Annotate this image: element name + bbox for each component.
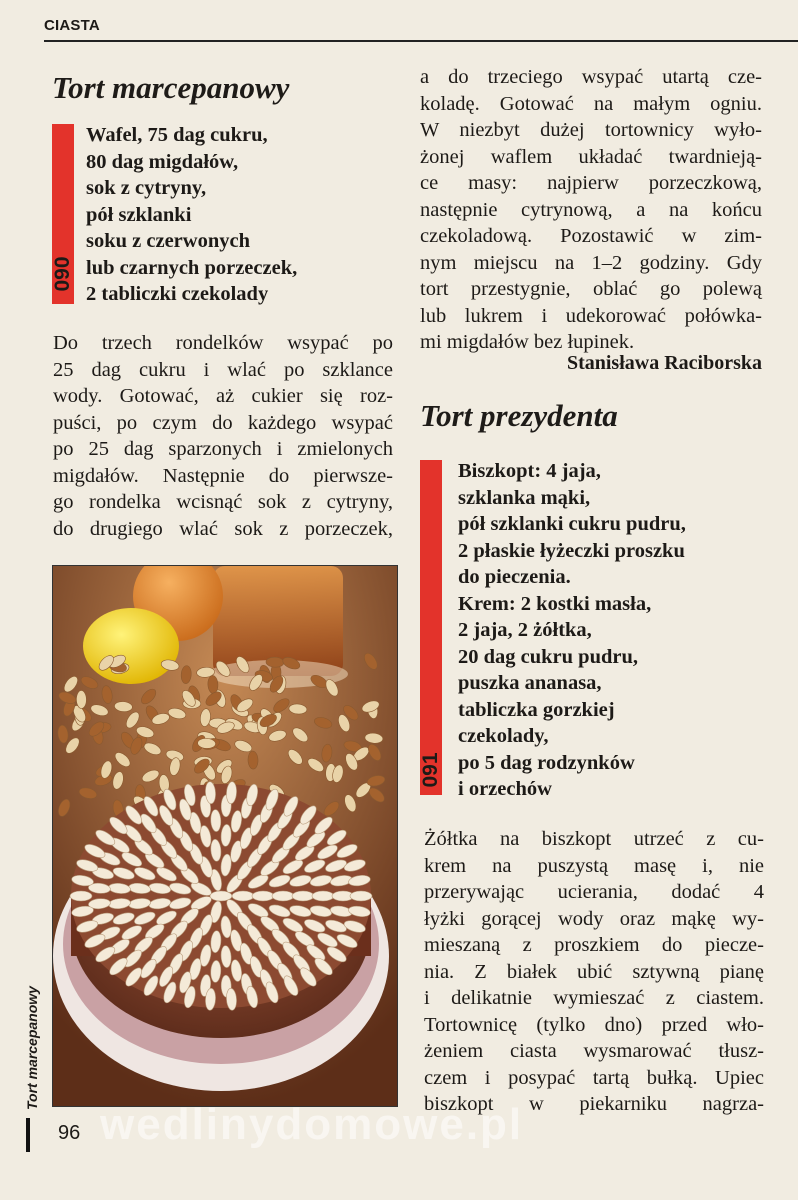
body-line: koladę. Gotować na małym ogniu. xyxy=(420,92,762,115)
ingredients-list xyxy=(458,458,768,803)
body-line: 25 dag cukru i wlać po szklance xyxy=(53,358,393,381)
body-line: Tortownicę (tylko dno) przed wło- xyxy=(424,1013,764,1036)
recipe-number: 090 xyxy=(51,256,74,292)
body-line: nym miejscu na 1–2 godziny. Gdy xyxy=(420,251,762,274)
body-line: do drugiego wlać sok z porzeczek, xyxy=(53,517,393,540)
caption-marker xyxy=(26,1118,30,1152)
recipe-number-bar xyxy=(420,460,442,795)
photo-caption: Tort marcepanowy xyxy=(24,986,40,1110)
recipe-title-tort-prezydenta: Tort prezydenta xyxy=(420,398,618,433)
body-line: puści, po czym do każdego wsypać xyxy=(53,411,393,434)
body-line: Do trzech rondelków wsypać po xyxy=(53,332,393,354)
body-line: Żółtka na biszkopt utrzeć z cu- xyxy=(424,828,764,850)
ingredient-line: po 5 dag rodzynków xyxy=(458,751,635,774)
cake-almond-decoration xyxy=(252,891,274,901)
recipe2-body xyxy=(424,826,764,1118)
body-line: łyżki gorącej wody oraz mąkę wy- xyxy=(424,907,764,930)
recipe-body-col2 xyxy=(420,64,762,356)
ingredient-line: soku z czerwonych xyxy=(86,230,250,252)
body-line: po 25 dag sparzonych i zmielonych xyxy=(53,438,393,460)
ingredient-line: 2 płaskie łyżeczki proszku xyxy=(458,539,685,562)
body-line: mieszaną z proszkiem do piecze- xyxy=(424,934,764,956)
ingredient-line: 2 tabliczki czekolady xyxy=(86,283,269,305)
page-number: 96 xyxy=(58,1122,81,1144)
body-line: czekoladową. Pozostawić w zim- xyxy=(420,225,762,247)
section-label: CIASTA xyxy=(44,17,100,34)
ingredient-line: lub czarnych porzeczek, xyxy=(86,256,298,279)
ingredient-line: Biszkopt: 4 jaja, xyxy=(458,460,601,482)
cake-almond-decoration xyxy=(70,891,92,901)
recipe-title-tort-marcepanowy: Tort marcepanowy xyxy=(52,70,290,105)
cake-photo xyxy=(52,565,398,1107)
ingredient-line: 20 dag cukru pudru, xyxy=(458,645,639,668)
ingredient-line: i orzechów xyxy=(458,778,552,800)
ingredient-line: Wafel, 75 dag cukru, xyxy=(86,124,268,146)
ingredient-line: pół szklanki xyxy=(86,203,192,226)
body-line: następnie cytrynową, a na końcu xyxy=(420,198,762,221)
cake-almond-decoration xyxy=(312,891,334,901)
cake-almond-decoration xyxy=(232,891,254,901)
ingredient-line: szklanka mąki, xyxy=(458,486,591,509)
ingredient-line: 2 jaja, 2 żółtka, xyxy=(458,619,592,641)
recipe-number: 091 xyxy=(419,752,442,788)
body-line: żeniem ciasta wysmarować tłusz- xyxy=(424,1040,764,1062)
ingredient-line: puszka ananasa, xyxy=(458,672,602,694)
recipe-body-col1 xyxy=(53,330,393,542)
ingredient-line: Krem: 2 kostki masła, xyxy=(458,592,652,615)
header-rule xyxy=(44,40,798,42)
body-line: żonej waflem układać twardnieją- xyxy=(420,145,762,168)
body-line: i delikatnie wymieszać z ciastem. xyxy=(424,987,764,1009)
body-line: a do trzeciego wsypać utartą cze- xyxy=(420,66,762,88)
body-line: W niezbyt dużej tortownicy wyło- xyxy=(420,119,762,141)
ingredient-line: 80 dag migdałów, xyxy=(86,150,239,173)
body-line: mi migdałów bez łupinek. xyxy=(420,331,635,353)
recipe-author: Stanisława Raciborska xyxy=(566,352,762,374)
body-line: migdałów. Następnie do pierwsze- xyxy=(53,464,393,487)
ingredient-line: sok z cytryny, xyxy=(86,177,207,199)
ingredient-line: do pieczenia. xyxy=(458,566,571,588)
ingredient-line: tabliczka gorzkiej xyxy=(458,698,615,721)
cake-almond-decoration xyxy=(350,891,372,901)
cake-almond-decoration xyxy=(272,891,294,901)
ingredient-line: pół szklanki cukru pudru, xyxy=(458,513,686,535)
watermark: wedlinydomowe.pl xyxy=(100,1100,524,1149)
body-line: ce masy: najpierw porzeczkową, xyxy=(420,172,762,194)
ingredient-line: czekolady, xyxy=(458,725,549,747)
body-line: wody. Gotować, aż cukier się roz- xyxy=(53,385,393,407)
body-line: tort przestygnie, oblać go polewą xyxy=(420,278,762,300)
body-line: krem na puszystą masę i, nie xyxy=(424,854,764,877)
body-line: nia. Z białek ubić sztywną pianę xyxy=(424,960,764,983)
ingredients-list xyxy=(86,122,386,308)
body-line: go rondelka wcisnąć sok z cytryny, xyxy=(53,491,393,513)
body-line: biszkopt w piekarniku nagrza- xyxy=(424,1093,764,1115)
body-line: lub lukrem i udekorować połówka- xyxy=(420,304,762,327)
body-line: czem i posypać tartą bułką. Upiec xyxy=(424,1066,764,1089)
body-line: przerywając ucierania, dodać 4 xyxy=(424,881,764,903)
cake-almond-decoration xyxy=(292,891,314,901)
almond-decoration xyxy=(76,690,86,708)
